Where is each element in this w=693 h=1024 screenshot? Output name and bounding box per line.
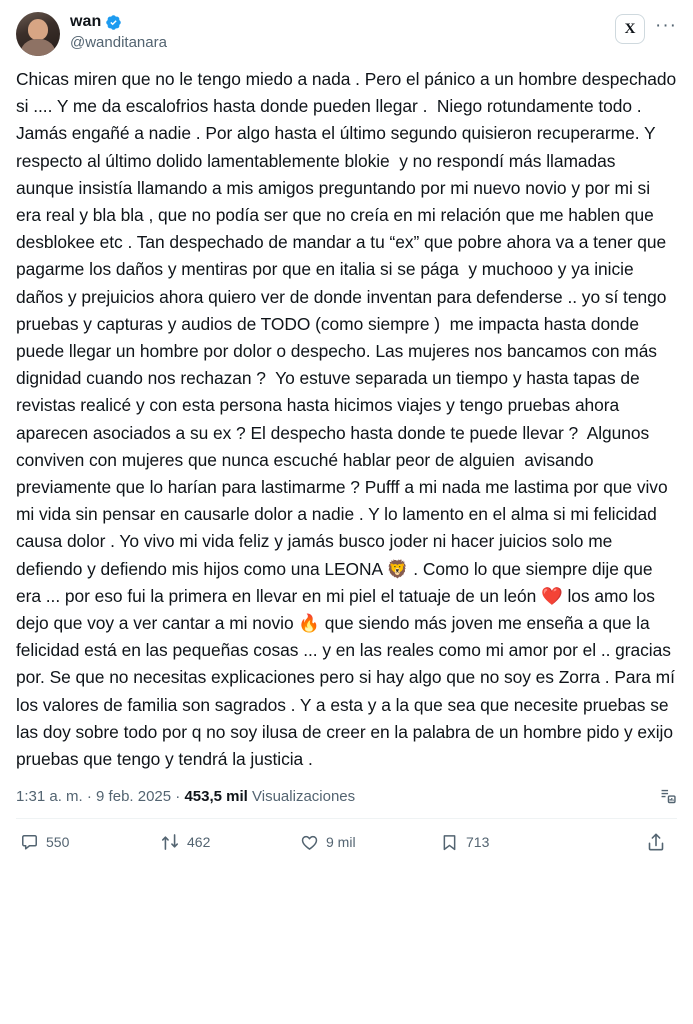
avatar[interactable]: [16, 12, 60, 56]
bookmark-button[interactable]: [440, 833, 580, 852]
retweet-button[interactable]: [160, 832, 300, 852]
bookmark-icon: [440, 833, 459, 852]
verified-icon: [105, 14, 122, 31]
reply-button[interactable]: [20, 833, 160, 852]
x-logo-icon[interactable]: X: [615, 14, 645, 44]
author-handle[interactable]: @wanditanara: [70, 34, 167, 52]
tweet-time: 1:31 a. m.: [16, 788, 83, 806]
like-icon: [300, 833, 319, 852]
like-count: 9 mil: [326, 834, 356, 851]
share-button[interactable]: [646, 832, 673, 852]
analytics-icon[interactable]: [658, 787, 677, 806]
tweet-meta: [16, 787, 677, 818]
meta-separator-2: ·: [171, 788, 185, 806]
views-label: Visualizaciones: [247, 788, 356, 806]
tweet-date: 9 feb. 2025: [96, 788, 172, 806]
retweet-icon: [160, 832, 180, 852]
reply-icon: [20, 833, 39, 852]
bookmark-count: 713: [466, 834, 490, 851]
display-name[interactable]: wan: [70, 13, 102, 30]
like-button[interactable]: [300, 833, 440, 852]
header-actions: [615, 12, 677, 44]
reply-count: 550: [46, 834, 70, 851]
author-names: [70, 12, 167, 52]
share-icon: [646, 832, 666, 852]
display-name-row: [70, 13, 167, 31]
meta-separator-1: ·: [82, 788, 97, 806]
tweet-actions: [16, 819, 677, 862]
more-options-icon[interactable]: ···: [655, 15, 677, 36]
tweet-text: Chicas miren que no le tengo miedo a nada . Pero el pánico a un hombre despechado si .... Y me da escalofrios hasta donde pueden llegar . Niego rotundamente todo . Jamás engañé a nadie . Por algo hasta el último segundo quisieron recuperarme. Y respecto al último dolido lamentablemente blokie y no respondí más llamadas aunque insistía llamando a mis amigos preguntando por mi nuevo novio y por mi si era real y bla bla , que no podía ser que no creía en mi relación que me hablen que desblokee etc . Tan despechado de mandar a tu “ex” que pobre ahora va a tener que pagarme los daños y mentiras por que en italia si se pága y muchooo y ya inicie daños y prejuicios ahora quiero ver de donde inventan para defenderse .. yo sí tengo pruebas y capturas y audios de TODO (como siempre ) me impacta hasta donde puede llegar un hombre por dolor o despecho. Las mujeres nos bancamos con más dignidad cuando nos rechazan ? Yo estuve separada un tiempo y hasta tapas de revistas realicé y con esta persona hasta hicimos viajes y tengo pruebas ahora aparecen asociados a su ex ? El despecho hasta donde te puede llevar ? Algunos conviven con mujeres que nunca escuché hablar peor de alguien avisando previamente que lo harían para lastimarme ? Pufff a mi nada me lastima por que vivo mi vida sin pensar en causarle dolor a nadie . Y lo lamento en el alma si mi felicidad causa dolor . Yo vivo mi vida feliz y jamás busco joder ni hacer juicios solo me defiendo y defiendo mis hijos como una LEONA 🦁 . Como lo que siempre dije que era ... por eso fui la primera en llevar en mi piel el tatuaje de un león ❤️ los amo los dejo que voy a ver cantar a mi novio 🔥 que siendo más joven me enseña a que la felicidad está en las pequeñas cosas ... y en las reales como mi amor por el .. gracias por. Se que no necesitas explicaciones pero si hay algo que no soy es Zorra . Para mí los valores de familia son sagrados . Y a esta y a la que sea que necesite pruebas se las doy sobre todo por q no soy ilusa de creer en la palabra de un hombre pido y exijo pruebas que tengo y tendrá la justicia .: [16, 69, 681, 770]
tweet-header: [16, 12, 677, 56]
views-count: 453,5 mil: [184, 788, 248, 806]
retweet-count: 462: [187, 834, 211, 851]
